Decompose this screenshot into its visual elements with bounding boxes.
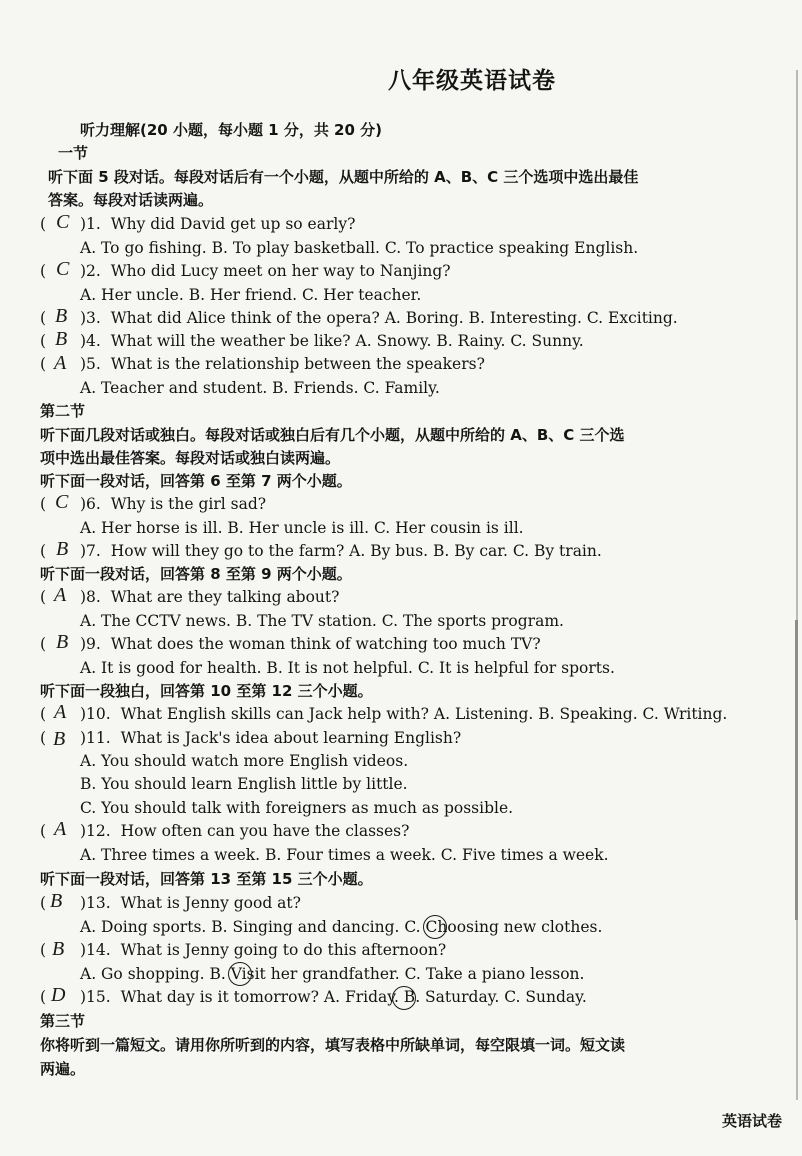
question-10: ( )10. What English skills can Jack help with? A. Listening. B. Speaking. C. Writing.: [40, 705, 728, 723]
section2-instruction-2: 项中选出最佳答案。每段对话或独白读两遍。: [40, 449, 341, 467]
handwritten-answer-8: A: [54, 584, 67, 606]
section1-label: 一节: [58, 144, 89, 162]
question-6: ( )6. Why is the girl sad?: [40, 495, 267, 513]
question-8-options: A. The CCTV news. B. The TV station. C. The sports program.: [80, 612, 564, 630]
handwritten-answer-7: B: [56, 538, 69, 560]
section-header: 听力理解(20 小题，每小题 1 分，共 20 分): [80, 121, 383, 139]
question-3: ( )3. What did Alice think of the opera? A. Boring. B. Interesting. C. Exciting.: [40, 309, 678, 327]
handwritten-answer-4: B: [55, 328, 68, 350]
group-8-9-heading: 听下面一段对话，回答第 8 至第 9 两个小题。: [40, 565, 352, 583]
section2-label: 第二节: [40, 402, 86, 420]
question-5-options: A. Teacher and student. B. Friends. C. Family.: [80, 379, 440, 397]
circled-option-14b: [228, 962, 252, 986]
question-2-options: A. Her uncle. B. Her friend. C. Her teacher.: [80, 286, 422, 304]
question-11-option-c: C. You should talk with foreigners as much as possible.: [80, 799, 514, 817]
handwritten-answer-1: C: [56, 211, 70, 233]
question-6-options: A. Her horse is ill. B. Her uncle is ill. C. Her cousin is ill.: [80, 519, 524, 537]
question-7: ( )7. How will they go to the farm? A. By bus. B. By car. C. By train.: [40, 542, 602, 560]
handwritten-answer-12: A: [54, 818, 67, 840]
exam-title: 八年级英语试卷: [388, 68, 556, 94]
handwritten-answer-9: B: [56, 631, 69, 653]
handwritten-answer-15: D: [51, 984, 66, 1006]
footer-label: 英语试卷: [722, 1112, 783, 1130]
question-12: ( )12. How often can you have the classes?: [40, 822, 410, 840]
handwritten-answer-10: A: [54, 701, 67, 723]
handwritten-answer-2: C: [56, 258, 70, 280]
question-13-options: A. Doing sports. B. Singing and dancing. C. Choosing new clothes.: [80, 918, 603, 936]
handwritten-answer-13: B: [50, 890, 63, 912]
question-9: ( )9. What does the woman think of watching too much TV?: [40, 635, 541, 653]
handwritten-answer-6: C: [55, 491, 69, 513]
question-9-options: A. It is good for health. B. It is not helpful. C. It is helpful for sports.: [80, 659, 615, 677]
group-10-12-heading: 听下面一段独白，回答第 10 至第 12 三个小题。: [40, 682, 373, 700]
question-2: ( )2. Who did Lucy meet on her way to Nanjing?: [40, 262, 451, 280]
handwritten-answer-5: A: [54, 352, 67, 374]
section1-instruction-1: 听下面 5 段对话。每段对话后有一个小题，从题中所给的 A、B、C 三个选项中选出最佳: [48, 168, 639, 186]
section1-instruction-2: 答案。每段对话读两遍。: [48, 191, 214, 209]
page-edge: [796, 70, 798, 1100]
question-12-options: A. Three times a week. B. Four times a week. C. Five times a week.: [80, 846, 609, 864]
question-8: ( )8. What are they talking about?: [40, 588, 340, 606]
section3-instruction-2: 两遍。: [40, 1060, 86, 1078]
handwritten-answer-14: B: [52, 938, 65, 960]
question-15: ( )15. What day is it tomorrow? A. Friday. B. Saturday. C. Sunday.: [40, 988, 587, 1006]
group-6-7-heading: 听下面一段对话，回答第 6 至第 7 两个小题。: [40, 472, 352, 490]
question-5: ( )5. What is the relationship between the speakers?: [40, 355, 485, 373]
section3-label: 第三节: [40, 1012, 86, 1030]
question-11-option-a: A. You should watch more English videos.: [80, 752, 409, 770]
handwritten-answer-3: B: [55, 305, 68, 327]
question-1: ( )1. Why did David get up so early?: [40, 215, 356, 233]
page-edge-shadow: [795, 620, 798, 920]
handwritten-answer-11: B: [53, 728, 66, 750]
question-14-options: A. Go shopping. B. Visit her grandfather. C. Take a piano lesson.: [80, 965, 585, 983]
circled-option-13c: [423, 915, 447, 939]
question-11-option-b: B. You should learn English little by little.: [80, 775, 408, 793]
section2-instruction-1: 听下面几段对话或独白。每段对话或独白后有几个小题，从题中所给的 A、B、C 三个选: [40, 426, 625, 444]
group-13-15-heading: 听下面一段对话，回答第 13 至第 15 三个小题。: [40, 870, 373, 888]
question-1-options: A. To go fishing. B. To play basketball. C. To practice speaking English.: [80, 239, 639, 257]
section3-instruction-1: 你将听到一篇短文。请用你所听到的内容，填写表格中所缺单词，每空限填一词。短文读: [40, 1036, 626, 1054]
question-13: ( )13. What is Jenny good at?: [40, 894, 301, 912]
question-4: ( )4. What will the weather be like? A. Snowy. B. Rainy. C. Sunny.: [40, 332, 584, 350]
circled-option-15b: [392, 986, 416, 1010]
question-14: ( )14. What is Jenny going to do this afternoon?: [40, 941, 447, 959]
question-11: ( )11. What is Jack's idea about learning English?: [40, 729, 462, 747]
